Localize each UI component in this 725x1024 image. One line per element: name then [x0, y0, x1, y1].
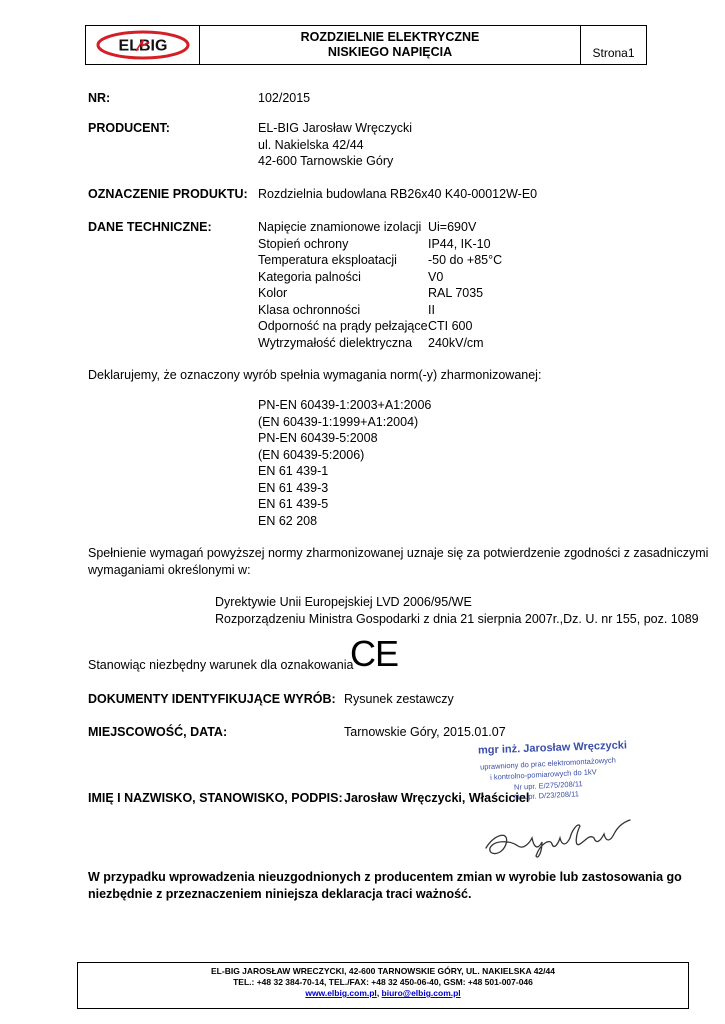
standard-item: EN 61 439-5	[258, 497, 329, 511]
document-title	[200, 26, 581, 64]
product-value: Rozdzielnia budowlana RB26x40 K40-00012W-E0	[258, 187, 538, 201]
standard-item: EN 61 439-1	[258, 464, 329, 478]
footer-links	[78, 988, 688, 999]
standard-item: (EN 60439-5:2006)	[258, 447, 365, 462]
title-line-1: ROZDZIELNIE ELEKTRYCZNE	[300, 30, 480, 44]
fulfilment-line-1: Spełnienie wymagań powyższej normy zharmonizowanej uznaje się za potwierdzenie zgodności z zasadniczymi	[88, 546, 709, 560]
tech-param: Kolor	[258, 286, 288, 300]
tech-row	[258, 219, 502, 236]
tech-row	[258, 236, 502, 253]
standard-item: (EN 60439-1:1999+A1:2004)	[258, 414, 419, 429]
tech-param: Temperatura eksploatacji	[258, 253, 397, 267]
tech-value: IP44, IK-10	[428, 236, 491, 251]
footer-phones: TEL.: +48 32 384-70-14, TEL./FAX: +48 32 450-06-40, GSM: +48 501-007-046	[233, 977, 533, 987]
ce-condition-text: Stanowiąc niezbędny warunek dla oznakowania	[88, 658, 354, 672]
producer-line: EL-BIG Jarosław Wręczycki	[258, 121, 412, 135]
warning-line-2: niezbędnie z przeznaczeniem niniejsza deklaracja traci ważność.	[88, 887, 472, 901]
tech-row	[258, 285, 502, 302]
tech-value: -50 do +85°C	[428, 253, 503, 267]
tech-row	[258, 335, 502, 352]
tech-param: Odporność na prądy pełzające	[258, 319, 428, 333]
producer-line: ul. Nakielska 42/44	[258, 137, 364, 152]
signatory-label: IMIĘ I NAZWISKO, STANOWISKO, PODPIS:	[88, 791, 343, 805]
standard-item: EN 61 439-3	[258, 480, 329, 495]
email-link[interactable]: biuro@elbig.com.pl	[381, 988, 461, 998]
tech-row	[258, 252, 502, 269]
standards-list	[258, 397, 431, 529]
tech-param: Wytrzymałość dielektryczna	[258, 335, 413, 350]
document-header	[85, 25, 647, 65]
page-label: Strona1	[592, 46, 635, 60]
website-link[interactable]: www.elbig.com.pl	[305, 988, 377, 998]
stamp-line: i kontrolno-pomiarowych do 1kV	[489, 767, 597, 782]
producer-label: PRODUCENT:	[88, 121, 170, 135]
standard-item: PN-EN 60439-5:2008	[258, 431, 378, 445]
standard-item: PN-EN 60439-1:2003+A1:2006	[258, 398, 432, 412]
tech-row	[258, 318, 502, 335]
documents-value: Rysunek zestawczy	[344, 692, 454, 706]
stamp-line: Nr upr. D/23/208/11	[513, 789, 580, 802]
ce-mark-icon: CE	[350, 633, 399, 674]
tech-value: Ui=690V	[428, 220, 477, 234]
place-date-value: Tarnowskie Góry, 2015.01.07	[344, 725, 506, 739]
producer-line: 42-600 Tarnowskie Góry	[258, 154, 394, 168]
declaration-text: Deklarujemy, że oznaczony wyrób spełnia wymagania norm(-y) zharmonizowanej:	[88, 368, 542, 382]
warning-line-1: W przypadku wprowadzenia nieuzgodnionych z producentem zmian w wyrobie lub zastosowania go	[88, 870, 682, 884]
directive-line-2: Rozporządzeniu Ministra Gospodarki z dnia 21 sierpnia 2007r.,Dz. U. nr 155, poz. 1089	[215, 612, 699, 626]
producer-address	[258, 120, 412, 170]
tech-param: Klasa ochronności	[258, 302, 361, 317]
technical-table	[258, 219, 502, 351]
stamp-line: Nr upr. E/275/208/11	[513, 779, 583, 792]
technical-label: DANE TECHNICZNE:	[88, 220, 212, 234]
footer-separator: ,	[376, 988, 382, 998]
company-logo	[86, 26, 200, 64]
svg-text:ELBIG: ELBIG	[118, 37, 167, 55]
directive-line-1: Dyrektywie Unii Europejskiej LVD 2006/95/WE	[215, 595, 472, 609]
tech-value: V0	[428, 269, 444, 284]
elbig-logo-icon	[96, 30, 190, 60]
product-label: OZNACZENIE PRODUKTU:	[88, 187, 248, 201]
footer-address: EL-BIG JAROSŁAW WRECZYCKI, 42-600 TARNOWSKIE GÓRY, UL. NAKIELSKA 42/44	[211, 966, 555, 976]
stamp-line: uprawniony do prac elektromontażowych	[479, 755, 617, 772]
title-line-2: NISKIEGO NAPIĘCIA	[327, 45, 453, 59]
tech-param: Stopień ochrony	[258, 236, 349, 251]
place-date-label: MIEJSCOWOŚĆ, DATA:	[88, 725, 228, 739]
documents-label: DOKUMENTY IDENTYFIKUJĄCE WYRÓB:	[88, 692, 336, 706]
tech-param: Napięcie znamionowe izolacji	[258, 220, 422, 234]
nr-value: 102/2015	[258, 91, 311, 105]
nr-label: NR:	[88, 91, 111, 105]
standard-item: EN 62 208	[258, 513, 318, 528]
stamp-name: mgr inż. Jarosław Wręczycki	[477, 739, 628, 757]
tech-row	[258, 302, 502, 319]
tech-value: RAL 7035	[428, 286, 484, 300]
signatory-value: Jarosław Wręczycki, Właściciel	[344, 791, 530, 805]
tech-param: Kategoria palności	[258, 269, 361, 284]
tech-value: 240kV/cm	[428, 335, 484, 350]
tech-value: CTI 600	[428, 319, 473, 333]
tech-row	[258, 269, 502, 286]
handwritten-signature-icon	[480, 804, 640, 864]
tech-value: II	[428, 302, 435, 317]
fulfilment-line-2: wymaganiami określonymi w:	[88, 563, 251, 577]
document-footer	[77, 962, 689, 1009]
